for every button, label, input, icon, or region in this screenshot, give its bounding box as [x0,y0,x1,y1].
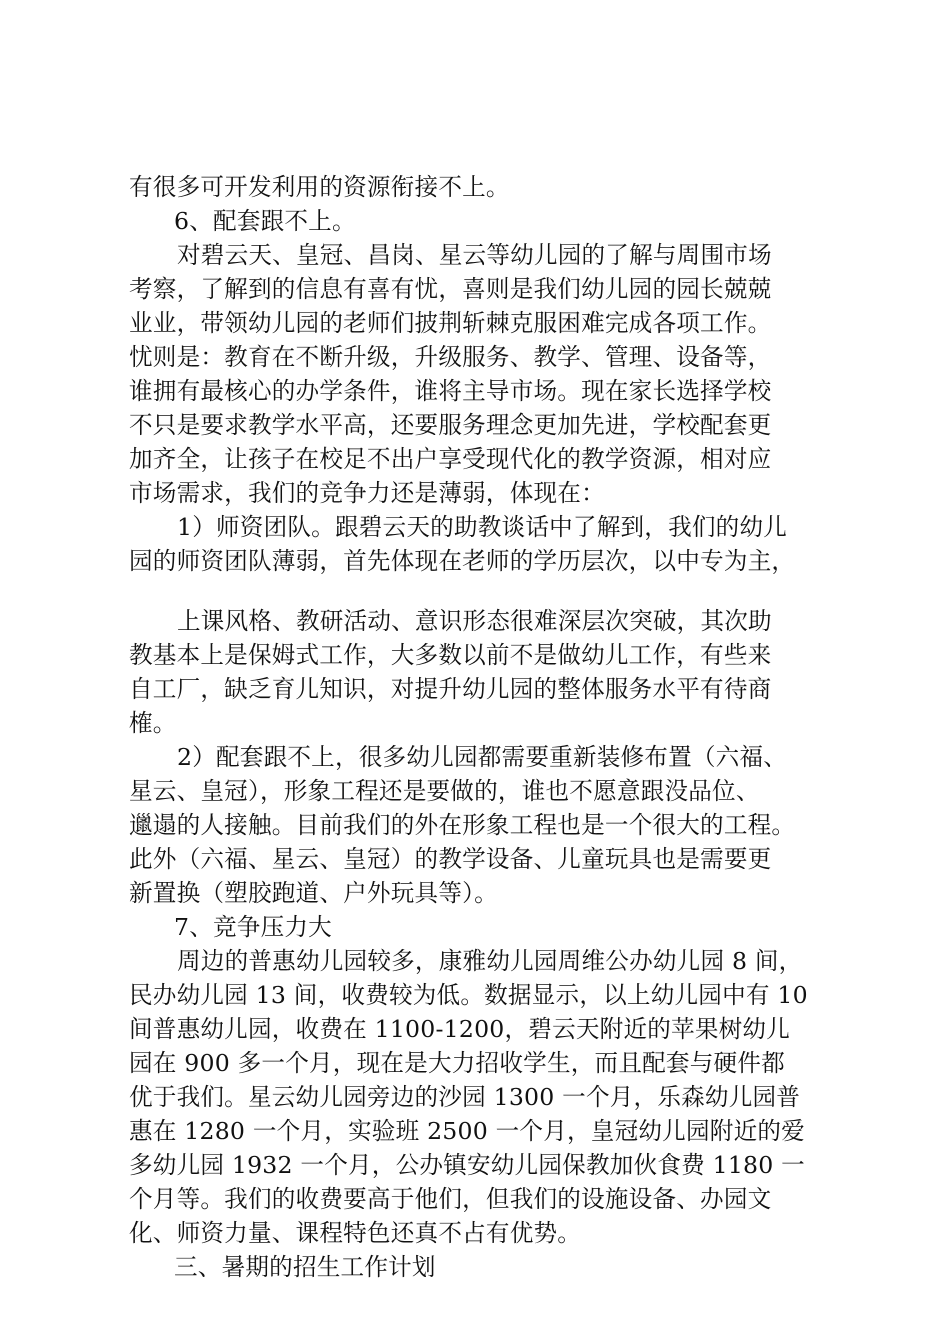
text-line: 园的师资团队薄弱，首先体现在老师的学历层次，以中专为主， [129,547,796,575]
text-line: 对碧云天、皇冠、昌岗、星云等幼儿园的了解与周围市场 [177,241,772,269]
text-line: 有很多可开发利用的资源衔接不上。 [129,173,510,201]
text-line: 加齐全，让孩子在校足不出户享受现代化的教学资源，相对应 [129,445,772,473]
section-heading: 三、暑期的招生工作计划 [174,1253,436,1281]
text-line: 此外（六福、星云、皇冠）的教学设备、儿童玩具也是需要更 [129,845,772,873]
list-item: 2）配套跟不上，很多幼儿园都需要重新装修布置（六福、 [177,743,788,771]
text-line: 个月等。我们的收费要高于他们，但我们的设施设备、办园文 [129,1185,772,1213]
text-line: 教基本上是保姆式工作，大多数以前不是做幼儿工作，有些来 [129,641,772,669]
text-line: 自工厂，缺乏育儿知识，对提升幼儿园的整体服务水平有待商 [129,675,772,703]
text-line: 惠在 1280 一个月，实验班 2500 一个月，皇冠幼儿园附近的爱 [129,1117,805,1145]
text-line: 不只是要求教学水平高，还要服务理念更加先进，学校配套更 [129,411,772,439]
text-line: 业业，带领幼儿园的老师们披荆斩棘克服困难完成各项工作。 [129,309,772,337]
text-line: 化、师资力量、课程特色还真不占有优势。 [129,1219,582,1247]
text-line: 星云、皇冠），形象工程还是要做的，谁也不愿意跟没品位、 [129,777,760,805]
text-line: 民办幼儿园 13 间，收费较为低。数据显示，以上幼儿园中有 10 [129,981,808,1009]
text-line: 间普惠幼儿园，收费在 1100-1200，碧云天附近的苹果树幼儿 [129,1015,791,1043]
text-line: 园在 900 多一个月，现在是大力招收学生，而且配套与硬件都 [129,1049,785,1077]
text-line: 周边的普惠幼儿园较多，康雅幼儿园周维公办幼儿园 8 间， [177,947,803,975]
text-line: 新置换（塑胶跑道、户外玩具等）。 [129,879,498,907]
section-heading: 6、配套跟不上。 [174,207,356,235]
text-line: 邋遢的人接触。目前我们的外在形象工程也是一个很大的工程。 [129,811,796,839]
text-line: 忧则是：教育在不断升级，升级服务、教学、管理、设备等， [129,343,772,371]
text-line: 考察，了解到的信息有喜有忧，喜则是我们幼儿园的园长兢兢 [129,275,772,303]
text-line: 上课风格、教研活动、意识形态很难深层次突破，其次助 [177,607,772,635]
text-line: 市场需求，我们的竞争力还是薄弱，体现在： [129,479,605,507]
text-line: 榷。 [129,709,177,737]
list-item: 1）师资团队。跟碧云天的助教谈话中了解到，我们的幼儿 [177,513,788,541]
text-line: 优于我们。星云幼儿园旁边的沙园 1300 一个月，乐森幼儿园普 [129,1083,801,1111]
section-heading: 7、竞争压力大 [174,913,332,941]
text-line: 谁拥有最核心的办学条件，谁将主导市场。现在家长选择学校 [129,377,772,405]
text-line: 多幼儿园 1932 一个月，公办镇安幼儿园保教加伙食费 1180 一 [129,1151,805,1179]
